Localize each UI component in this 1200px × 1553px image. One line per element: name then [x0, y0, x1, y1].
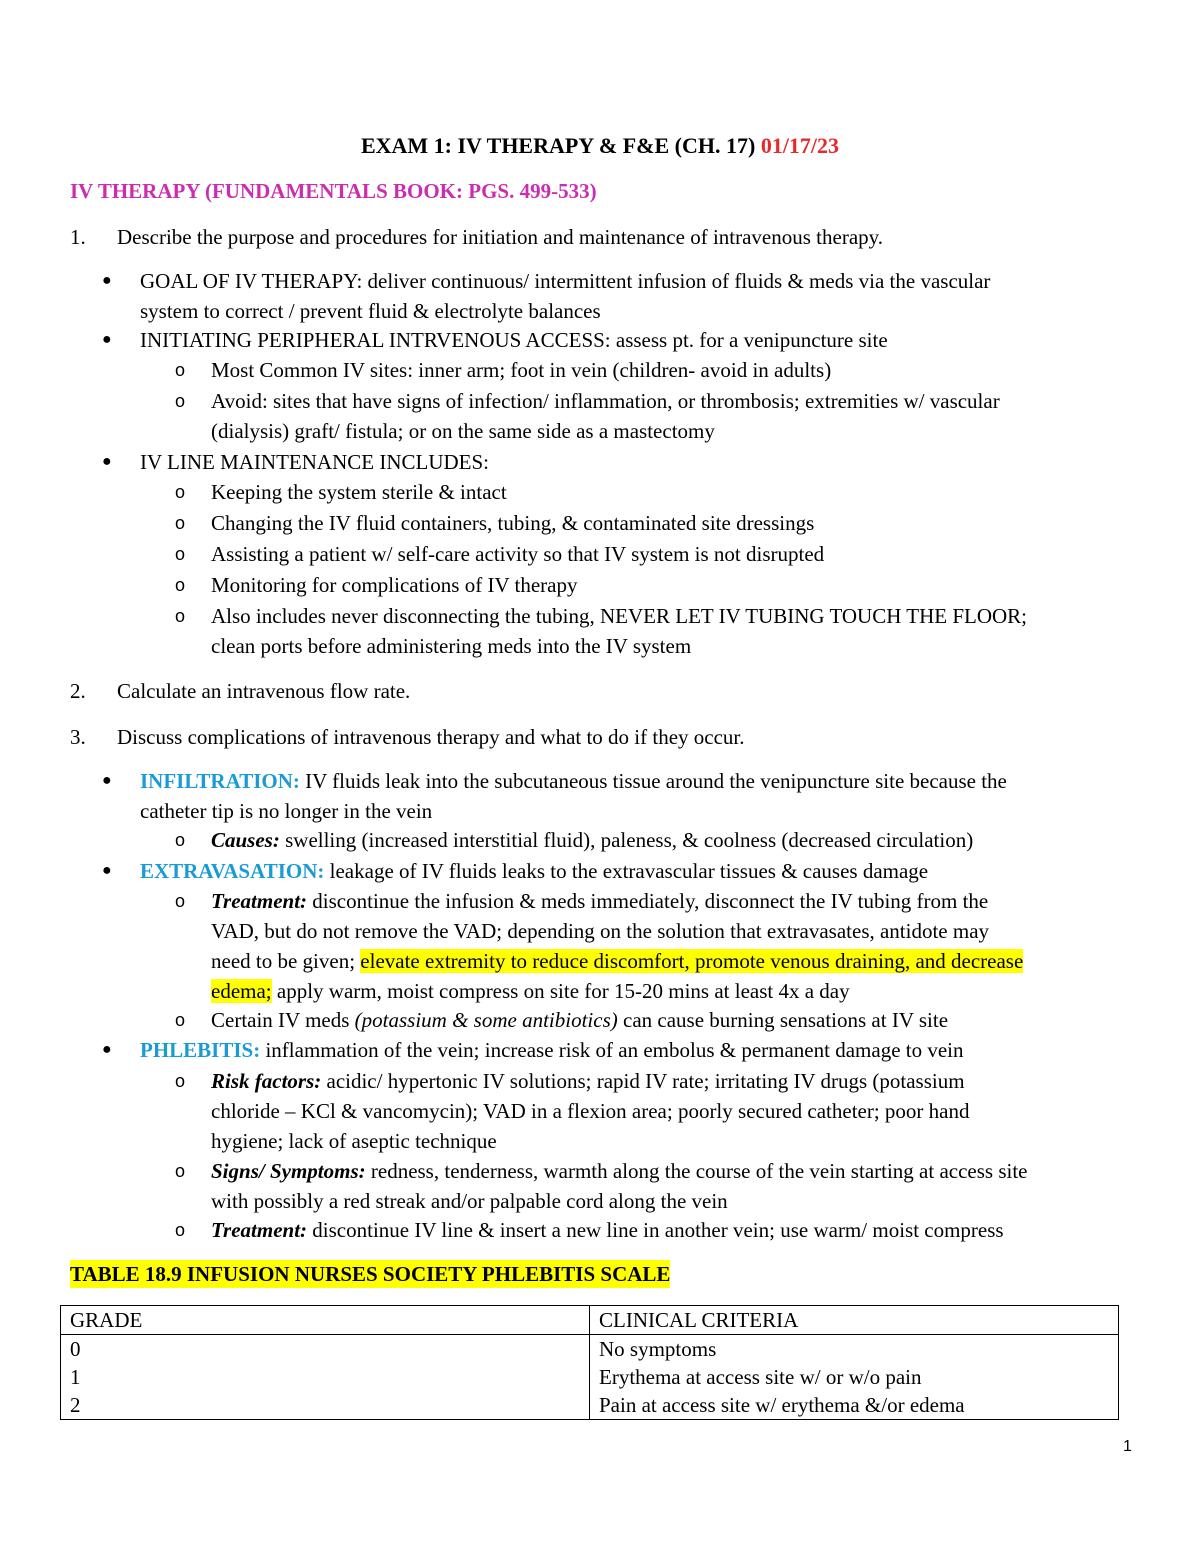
bullet-icon: ●: [102, 453, 112, 470]
infiltration-text: catheter tip is no longer in the vein: [140, 799, 433, 823]
treatment-text: apply warm, moist compress on site for 15-20 mins at least 4x a day: [271, 979, 850, 1003]
sub-bullet-text: Also includes never disconnecting the tubing, NEVER LET IV TUBING TOUCH THE FLOOR;: [211, 604, 1028, 628]
sub-bullet-text: (dialysis) graft/ fistula; or on the same side as a mastectomy: [211, 419, 715, 443]
grade-cell: 1: [61, 1363, 590, 1391]
phlebitis-treatment-text: discontinue IV line & insert a new line in another vein; use warm/ moist compress: [307, 1218, 1004, 1242]
sub-bullet-text: Avoid: sites that have signs of infection/ inflammation, or thrombosis; extremities w/ vascular: [211, 389, 1000, 413]
maintenance-text: IV LINE MAINTENANCE INCLUDES:: [140, 450, 489, 474]
page-number: 1: [1123, 1438, 1132, 1455]
phlebitis-text: inflammation of the vein; increase risk of an embolus & permanent damage to vein: [260, 1038, 964, 1062]
title-main: EXAM 1: IV THERAPY & F&E (CH. 17): [360, 133, 756, 158]
risk-text: hygiene; lack of aseptic technique: [211, 1129, 497, 1153]
meds-italic: (potassium & some antibiotics): [354, 1008, 618, 1032]
highlighted-text: edema;: [211, 979, 272, 1003]
signs-text: redness, tenderness, warmth along the course of the vein starting at access site: [365, 1159, 1028, 1183]
table-header-cell: CLINICAL CRITERIA: [590, 1306, 1119, 1335]
sub-bullet-icon: o: [175, 1071, 186, 1091]
sub-bullet-icon: o: [175, 360, 186, 380]
sub-bullet-text: Most Common IV sites: inner arm; foot in vein (children- avoid in adults): [211, 358, 832, 382]
highlighted-text: elevate extremity to reduce discomfort, promote venous draining, and decrease: [360, 949, 1024, 973]
title-date: 01/17/23: [760, 133, 840, 158]
criteria-cell: Pain at access site w/ erythema &/or edema: [599, 1393, 965, 1417]
table-header-cell: GRADE: [61, 1306, 590, 1335]
objective-2: [70, 676, 410, 706]
treatment-text: need to be given;: [211, 949, 361, 973]
risk-label: Risk factors:: [211, 1069, 322, 1093]
objective-text: Describe the purpose and procedures for initiation and maintenance of intravenous therapy.: [117, 225, 884, 249]
extravasation-label: EXTRAVASATION:: [140, 859, 325, 883]
bullet-icon: ●: [102, 772, 112, 789]
causes-label: Causes:: [211, 828, 280, 852]
table-header-row: [61, 1306, 1119, 1335]
risk-text: acidic/ hypertonic IV solutions; rapid IV rate; irritating IV drugs (potassium: [321, 1069, 965, 1093]
meds-text: Certain IV meds: [211, 1008, 355, 1032]
objective-1: [70, 222, 883, 252]
sub-bullet-icon: o: [175, 513, 186, 533]
sub-bullet-text: Monitoring for complications of IV therapy: [211, 573, 578, 597]
phlebitis-scale-table: [60, 1305, 1119, 1420]
sub-bullet-icon: o: [175, 482, 186, 502]
sub-bullet-text: Assisting a patient w/ self-care activity so that IV system is not disrupted: [211, 542, 825, 566]
sub-bullet-icon: o: [175, 391, 186, 411]
bullet-icon: ●: [102, 1041, 112, 1058]
table-row: [61, 1391, 1119, 1420]
objective-number: 2.: [70, 679, 86, 703]
treatment-label: Treatment:: [211, 889, 308, 913]
treatment-text: discontinue the infusion & meds immediately, disconnect the IV tubing from the: [307, 889, 989, 913]
extravasation-text: leakage of IV fluids leaks to the extravascular tissues & causes damage: [324, 859, 929, 883]
bullet-icon: ●: [102, 272, 112, 289]
phlebitis-treatment-label: Treatment:: [211, 1218, 308, 1242]
objective-3: [70, 722, 745, 752]
sub-bullet-icon: o: [175, 1220, 186, 1240]
page-title: [0, 130, 1200, 162]
phlebitis-label: PHLEBITIS:: [140, 1038, 261, 1062]
sub-bullet-icon: o: [175, 1010, 186, 1030]
signs-text: with possibly a red streak and/or palpable cord along the vein: [211, 1189, 728, 1213]
causes-text: swelling (increased interstitial fluid), paleness, & coolness (decreased circulation): [279, 828, 974, 852]
table-title: TABLE 18.9 INFUSION NURSES SOCIETY PHLEBITIS SCALE: [70, 1262, 671, 1286]
sub-bullet-icon: o: [175, 575, 186, 595]
sub-bullet-icon: o: [175, 830, 186, 850]
objective-text: Discuss complications of intravenous therapy and what to do if they occur.: [117, 725, 745, 749]
meds-text: can cause burning sensations at IV site: [617, 1008, 949, 1032]
objective-number: 1.: [70, 225, 86, 249]
infiltration-text: IV fluids leak into the subcutaneous tissue around the venipuncture site because the: [299, 769, 1007, 793]
goal-line: GOAL OF IV THERAPY: deliver continuous/ intermittent infusion of fluids & meds via the vascular: [140, 269, 991, 293]
sub-bullet-text: Changing the IV fluid containers, tubing, & contaminated site dressings: [211, 511, 815, 535]
bullet-icon: ●: [102, 862, 112, 879]
table-row: [61, 1363, 1119, 1391]
sub-bullet-text: clean ports before administering meds into the IV system: [211, 634, 692, 658]
table-row: [61, 1335, 1119, 1364]
grade-cell: 0: [61, 1335, 590, 1364]
sub-bullet-icon: o: [175, 891, 186, 911]
criteria-cell: No symptoms: [599, 1337, 717, 1361]
section-heading: IV THERAPY (FUNDAMENTALS BOOK: PGS. 499-533): [70, 179, 597, 203]
criteria-cell: Erythema at access site w/ or w/o pain: [599, 1365, 922, 1389]
sub-bullet-icon: o: [175, 606, 186, 626]
infiltration-label: INFILTRATION:: [140, 769, 300, 793]
signs-label: Signs/ Symptoms:: [211, 1159, 366, 1183]
initiating-text: INITIATING PERIPHERAL INTRVENOUS ACCESS: assess pt. for a venipuncture site: [140, 328, 888, 352]
sub-bullet-text: Keeping the system sterile & intact: [211, 480, 507, 504]
bullet-icon: ●: [102, 331, 112, 348]
grade-cell: 2: [61, 1391, 590, 1420]
sub-bullet-icon: o: [175, 544, 186, 564]
goal-line: system to correct / prevent fluid & electrolyte balances: [140, 299, 601, 323]
risk-text: chloride – KCl & vancomycin); VAD in a flexion area; poorly secured catheter; poor hand: [211, 1099, 970, 1123]
objective-text: Calculate an intravenous flow rate.: [117, 679, 411, 703]
sub-bullet-icon: o: [175, 1161, 186, 1181]
treatment-text: VAD, but do not remove the VAD; depending on the solution that extravasates, antidote may: [211, 919, 990, 943]
objective-number: 3.: [70, 725, 86, 749]
